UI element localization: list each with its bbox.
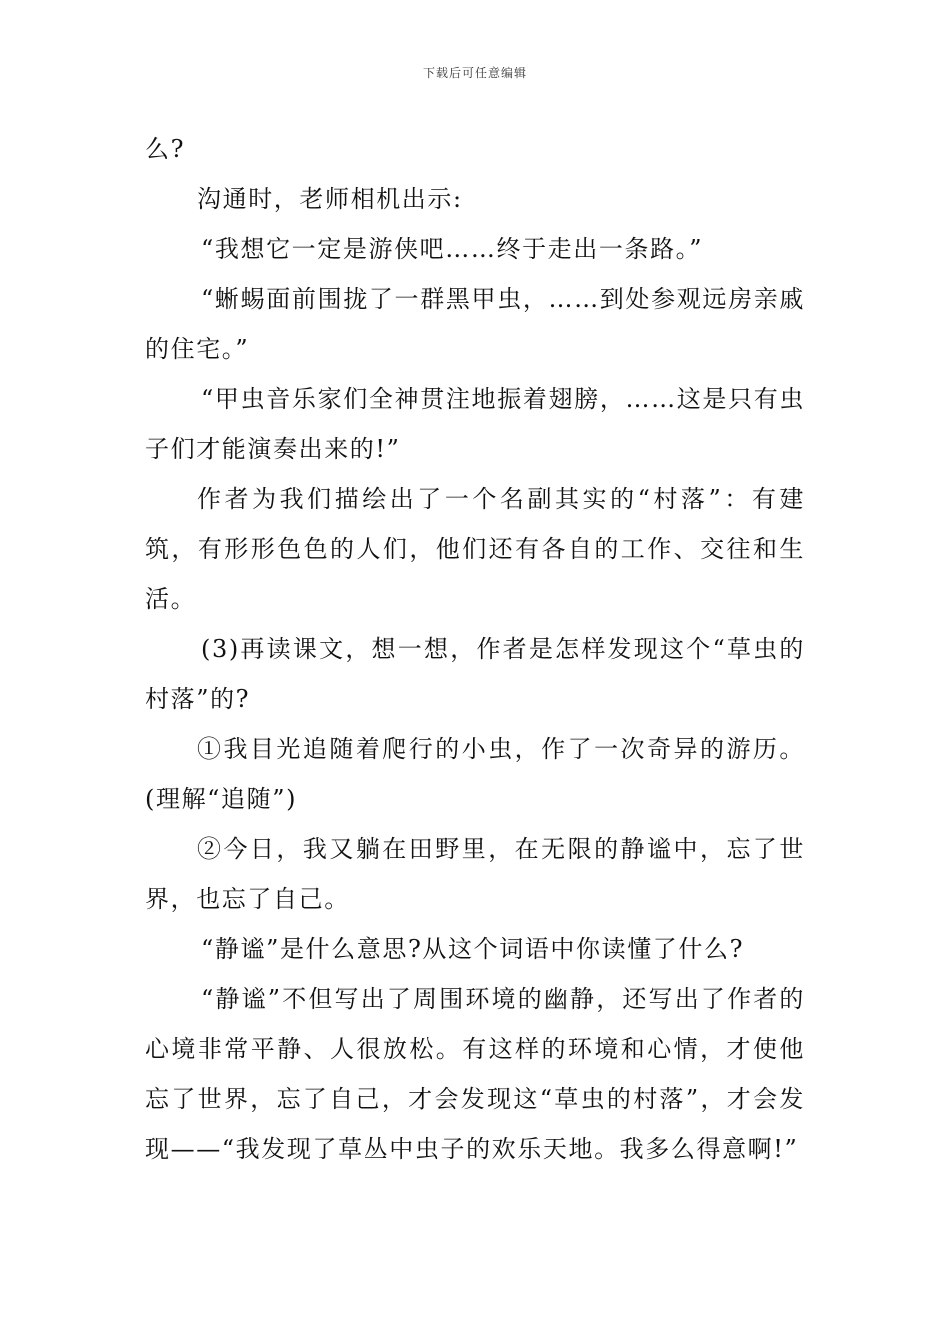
quote-beetle-musicians: “甲虫音乐家们全神贯注地振着翅膀，……这是只有虫子们才能演奏出来的!” [145, 385, 805, 463]
paragraph-item-2: ②今日，我又躺在田野里，在无限的静谧中，忘了世界，也忘了自己。 [145, 835, 805, 913]
document-body [145, 124, 805, 1174]
paragraph-jingmi-explanation: “静谧”不但写出了周围环境的幽静，还写出了作者的心境非常平静、人很放松。有这样的环境和心情，才使他忘了世界，忘了自己，才会发现这“草虫的村落”，才会发现——“我发现了草丛中虫子的欢乐天地。我多么得意啊!” [145, 985, 805, 1163]
paragraph-village-description: 作者为我们描绘出了一个名副其实的“村落”：有建筑，有形形色色的人们，他们还有各自的工作、交往和生活。 [145, 485, 805, 613]
quote-lizard: “蜥蜴面前围拢了一群黑甲虫，……到处参观远房亲戚的住宅。” [145, 285, 805, 363]
paragraph-question-3: (3)再读课文，想一想，作者是怎样发现这个“草虫的村落”的? [145, 635, 805, 713]
paragraph-item-1: ①我目光追随着爬行的小虫，作了一次奇异的游历。(理解“追随”) [145, 735, 805, 813]
quote-wanderer: “我想它一定是游侠吧……终于走出一条路。” [201, 235, 704, 263]
paragraph-teacher-shows: 沟通时，老师相机出示: [197, 185, 463, 213]
paragraph-question-jingmi: “静谧”是什么意思?从这个词语中你读懂了什么? [201, 935, 745, 963]
page-header-note: 下载后可任意编辑 [422, 66, 527, 80]
paragraph-continuation: 么? [145, 135, 186, 163]
